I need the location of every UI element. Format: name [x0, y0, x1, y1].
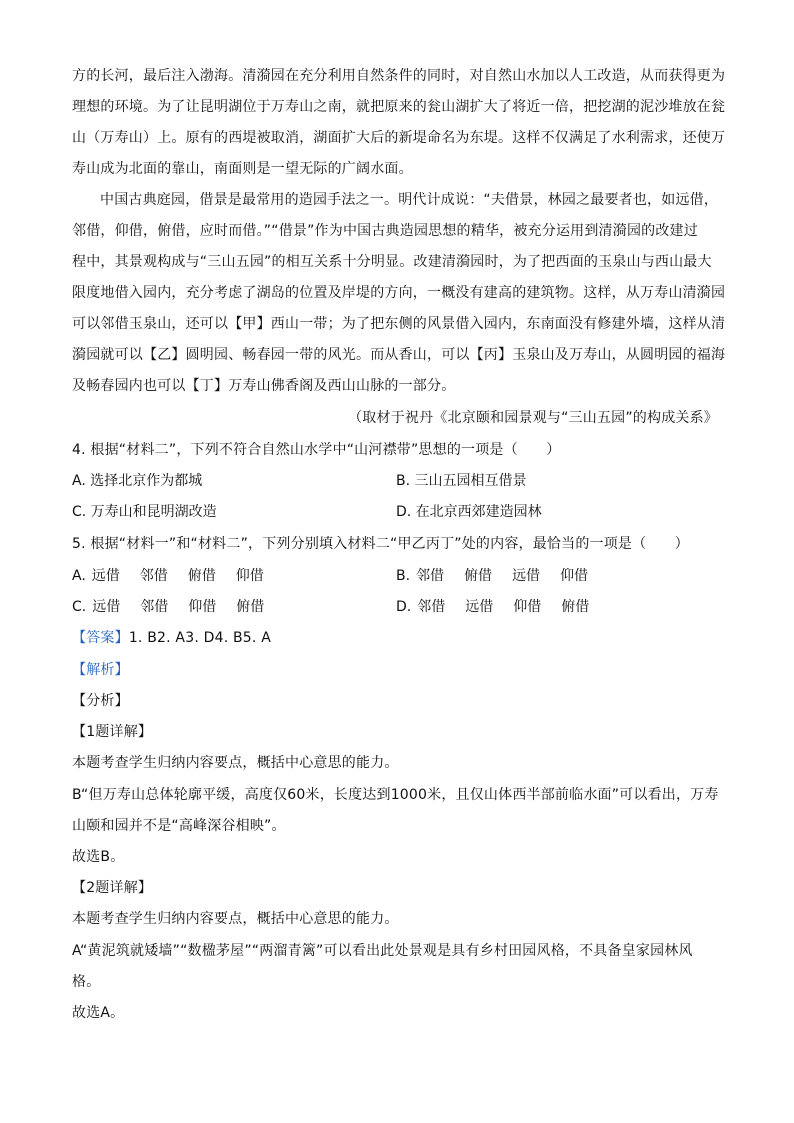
option-word: 远借	[512, 568, 541, 584]
question-5-option-b	[396, 566, 608, 586]
option-letter: D.	[396, 599, 412, 615]
option-word: 仰借	[188, 599, 217, 615]
fenxi-heading: 【分析】	[72, 693, 129, 709]
detail-2-line: 故选A。	[72, 1005, 125, 1021]
passage-line: 可以邻借玉泉山，还可以【甲】西山一带；为了把东侧的风景借入园内，东南面没有修建外墙，这样从清	[72, 316, 726, 332]
detail-1-line: 山颐和园并不是“高峰深谷相映”。	[72, 818, 286, 834]
detail-1-line: 本题考查学生归纳内容要点，概括中心意思的能力。	[72, 755, 399, 771]
option-letter: C.	[72, 599, 87, 615]
question-5-option-a	[72, 566, 284, 586]
answer-text: 1. B2. A3. D4. B5. A	[128, 630, 271, 646]
passage-line: 理想的环境。为了让昆明湖位于万寿山之南，就把原来的瓮山湖扩大了将近一倍，把挖湖的泥沙堆放在瓮	[72, 99, 726, 115]
question-5-option-d	[396, 597, 609, 617]
option-letter: B.	[396, 568, 411, 584]
option-word: 远借	[465, 599, 494, 615]
passage-line: 山（万寿山）上。原有的西堤被取消，湖面扩大后的新堤命名为东堤。这样不仅满足了水利需求，还使万	[72, 130, 726, 146]
passage-line: 漪园就可以【乙】圆明园、畅春园一带的风光。而从香山，可以【丙】玉泉山及万寿山，从圆明园的福海	[72, 347, 726, 363]
passage-line: 及畅春园内也可以【丁】万寿山佛香阁及西山山脉的一部分。	[72, 378, 456, 394]
detail-1-line: B“但万寿山总体轮廓平缓，高度仅60米，长度达到1000米，且仅山体西半部前临水面”可以看出，万寿	[72, 787, 719, 803]
question-4-option-b: B. 三山五园相互借景	[396, 473, 527, 489]
question-4-stem: 4. 根据“材料二”，下列不符合自然山水学中“山河襟带”思想的一项是（ ）	[72, 442, 561, 458]
question-5-option-c	[72, 597, 284, 617]
passage-line: 邻借，仰借，俯借，应时而借。”“借景”作为中国古典造园思想的精华，被充分运用到清漪园的改建过	[72, 223, 698, 239]
detail-2-heading: 【2题详解】	[72, 880, 153, 896]
passage-line: 限度地借入园内，充分考虑了湖岛的位置及岸堤的方向，一概没有建高的建筑物。这样，从万寿山清漪园	[72, 285, 726, 301]
detail-2-line: 格。	[72, 974, 101, 990]
option-word: 俯借	[187, 568, 216, 584]
analysis-heading: 【解析】	[72, 662, 129, 678]
detail-2-line: 本题考查学生归纳内容要点，概括中心意思的能力。	[72, 911, 399, 927]
question-4-option-c: C. 万寿山和昆明湖改造	[72, 504, 217, 520]
option-word: 邻借	[417, 599, 446, 615]
option-word: 仰借	[560, 568, 589, 584]
option-word: 邻借	[139, 568, 168, 584]
option-word: 邻借	[416, 568, 445, 584]
option-word: 远借	[92, 599, 121, 615]
passage-source: （取材于祝丹《北京颐和园景观与“三山五园”的构成关系》	[348, 410, 718, 426]
detail-1-heading: 【1题详解】	[72, 724, 153, 740]
detail-1-line: 故选B。	[72, 849, 125, 865]
passage-line: 寿山成为北面的靠山，南面则是一望无际的广阔水面。	[72, 161, 413, 177]
answer-label: 【答案】	[72, 630, 129, 646]
option-letter: A.	[72, 568, 86, 584]
question-4-option-d: D. 在北京西郊建造园林	[396, 504, 542, 520]
option-word: 俯借	[464, 568, 493, 584]
option-word: 远借	[91, 568, 120, 584]
option-word: 仰借	[513, 599, 542, 615]
detail-2-line: A“黄泥筑就矮墙”“数楹茅屋”“两溜青篱”可以看出此处景观是具有乡村田园风格，不具备皇家园林风	[72, 943, 693, 959]
question-5-stem: 5. 根据“材料一”和“材料二”，下列分别填入材料二“甲乙丙丁”处的内容，最恰当的一项是（ ）	[72, 536, 689, 552]
passage-line: 中国古典庭园，借景是最常用的造园手法之一。明代计成说：“夫借景，林园之最要者也，如远借，	[100, 192, 719, 208]
option-word: 仰借	[235, 568, 264, 584]
answer-row	[72, 628, 732, 648]
passage-line: 方的长河，最后注入渤海。清漪园在充分利用自然条件的同时，对自然山水加以人工改造，从而获得更为	[72, 68, 726, 84]
option-word: 俯借	[561, 599, 590, 615]
option-word: 俯借	[236, 599, 265, 615]
option-word: 邻借	[140, 599, 169, 615]
passage-line: 程中，其景观构成与“三山五园”的相互关系十分明显。改建清漪园时，为了把西面的玉泉山与西山最大	[72, 254, 712, 270]
question-4-option-a: A. 选择北京作为都城	[72, 473, 203, 489]
